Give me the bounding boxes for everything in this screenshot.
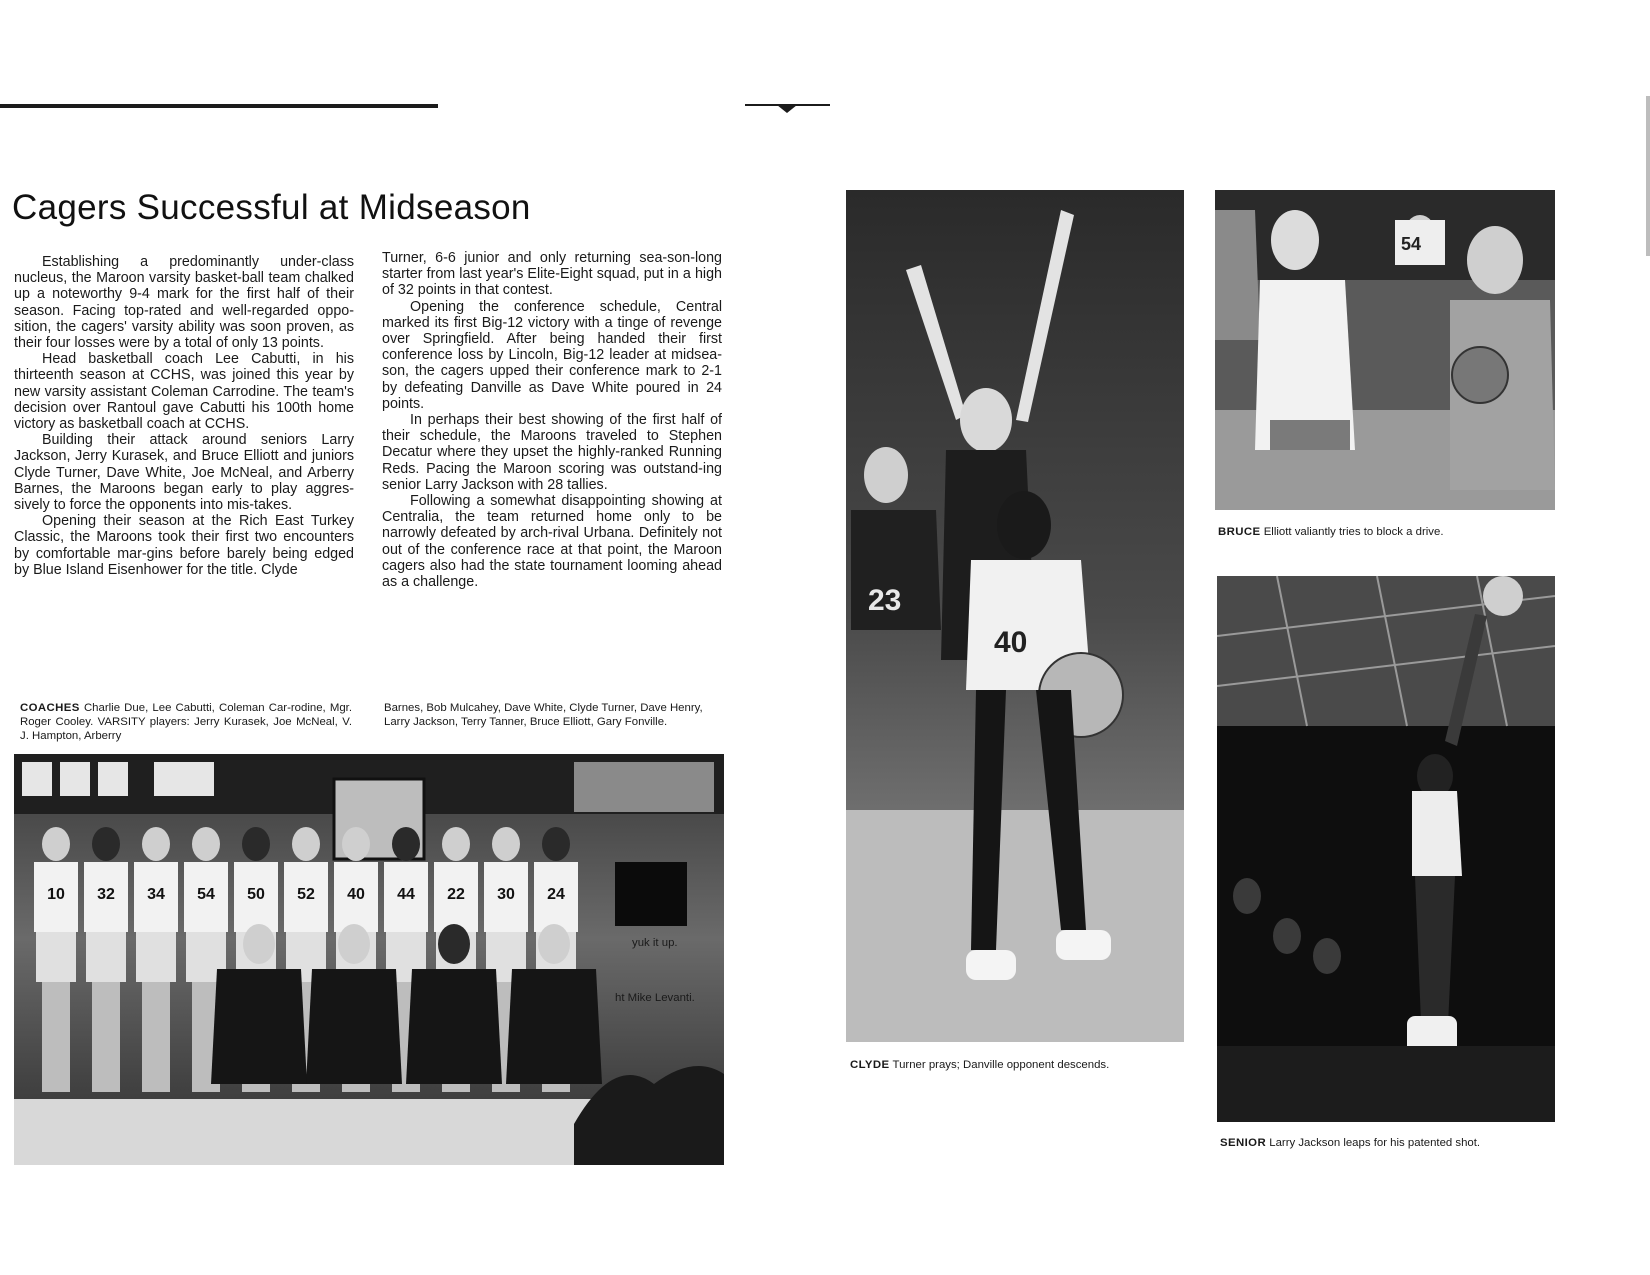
caption-text: Barnes, Bob Mulcahey, Dave White, Clyde Turner, Dave Henry, Larry Jackson, Terry Tanner, Bruce Elliott, Gary Fonville.	[384, 702, 703, 728]
team-photo-caption-part2	[384, 701, 714, 729]
team-photo	[14, 754, 724, 1165]
caption-text: Elliott valiantly tries to block a drive.	[1263, 526, 1444, 538]
article-title: Cagers Successful at Midseason	[12, 188, 531, 227]
article-column-2	[382, 250, 722, 590]
jersey-number: 44	[397, 886, 415, 903]
caption-text: Larry Jackson leaps for his patented shot.	[1269, 1137, 1481, 1149]
paragraph: Following a somewhat disappointing showing at Centralia, the team returned home only to be narrowly defeated by arch-rival Urbana. Definitely not out of the conference race at that point, the Maroon cagers also had the state tournament looming ahead as a challenge.	[382, 493, 722, 591]
paragraph: Head basketball coach Lee Cabutti, in his thirteenth season at CCHS, was joined this year by new varsity assistant Coleman Carrodine. The team's decision over Rantoul gave Cabutti his 100th home victory as basketball coach at CCHS.	[14, 351, 354, 433]
jersey-number: 34	[147, 886, 165, 903]
jersey-number: 40	[994, 626, 1028, 659]
jersey-number: 52	[297, 886, 315, 903]
page-edge-shadow	[1646, 96, 1650, 256]
torn-caption-fragment-1: yuk it up.	[632, 937, 678, 949]
jersey-number: 30	[497, 886, 515, 903]
jersey-number: 54	[197, 886, 215, 903]
senior-photo-caption	[1220, 1136, 1560, 1150]
jersey-number: 32	[97, 886, 115, 903]
caption-lead: COACHES	[20, 702, 80, 714]
larry-jackson-photo	[1217, 576, 1555, 1122]
top-rule-left	[0, 104, 438, 108]
jersey-number: 40	[347, 886, 365, 903]
jersey-number: 54	[1401, 234, 1422, 254]
jersey-number: 10	[47, 886, 65, 903]
caption-text: Turner prays; Danville opponent descends.	[892, 1059, 1110, 1071]
jersey-number: 23	[868, 584, 902, 617]
bruce-photo-caption	[1218, 525, 1548, 539]
torn-photo-fragment	[615, 862, 687, 926]
caption-text: Charlie Due, Lee Cabutti, Coleman Car-rodine, Mgr. Roger Cooley. VARSITY players: Jerry Kurasek, Joe McNeal, V. J. Hampton, Arberry	[20, 702, 353, 742]
paragraph: Opening their season at the Rich East Turkey Classic, the Maroons took their first two encounters by comfortable mar-gins before barely being edged by Blue Island Eisenhower for the title. Clyde	[14, 513, 354, 578]
paragraph: Turner, 6-6 junior and only returning sea-son-long starter from last year's Elite-Eight squad, put in a high of 32 points in that contest.	[382, 250, 722, 299]
caption-lead: CLYDE	[850, 1059, 890, 1071]
caption-lead: BRUCE	[1218, 526, 1261, 538]
top-rule-center-ornament	[745, 104, 830, 106]
paragraph: Opening the conference schedule, Central marked its first Big-12 victory with a tinge of revenge over Springfield. After being handed their first conference loss by Lincoln, Big-12 leader at midsea-son, the cagers upped their conference mark to 2-1 by defeating Danville as Dave White poured in 24 points.	[382, 298, 722, 412]
caption-lead: SENIOR	[1220, 1137, 1267, 1149]
paragraph: Establishing a predominantly under-class nucleus, the Maroon varsity basket-ball team chalked up a noteworthy 9-4 mark for the first half of their season. Facing top-rated and well-regarded oppo-sition, the cagers' varsity ability was soon proven, as their four losses were by a total of only 13 points.	[14, 254, 354, 352]
clyde-photo-caption	[850, 1058, 1180, 1072]
jersey-number: 22	[447, 886, 465, 903]
clyde-turner-photo	[846, 190, 1184, 1042]
torn-caption-fragment-2: ht Mike Levanti.	[615, 992, 695, 1004]
team-photo-caption-part1	[20, 701, 352, 743]
bruce-elliott-photo	[1215, 190, 1555, 510]
paragraph: Building their attack around seniors Larry Jackson, Jerry Kurasek, and Bruce Elliott and juniors Clyde Turner, Dave White, Joe McNeal, and Arberry Barnes, the Maroons began early to play aggres-sively to force the opponents into mis-takes.	[14, 432, 354, 514]
article-column-1	[14, 254, 354, 578]
jersey-number: 24	[547, 886, 565, 903]
paragraph: In perhaps their best showing of the first half of their schedule, the Maroons traveled to Stephen Decatur where they upset the highly-ranked Running Reds. Pacing the Maroon scoring was outstand-ing senior Larry Jackson with 28 tallies.	[382, 412, 722, 493]
jersey-number: 50	[247, 886, 265, 903]
